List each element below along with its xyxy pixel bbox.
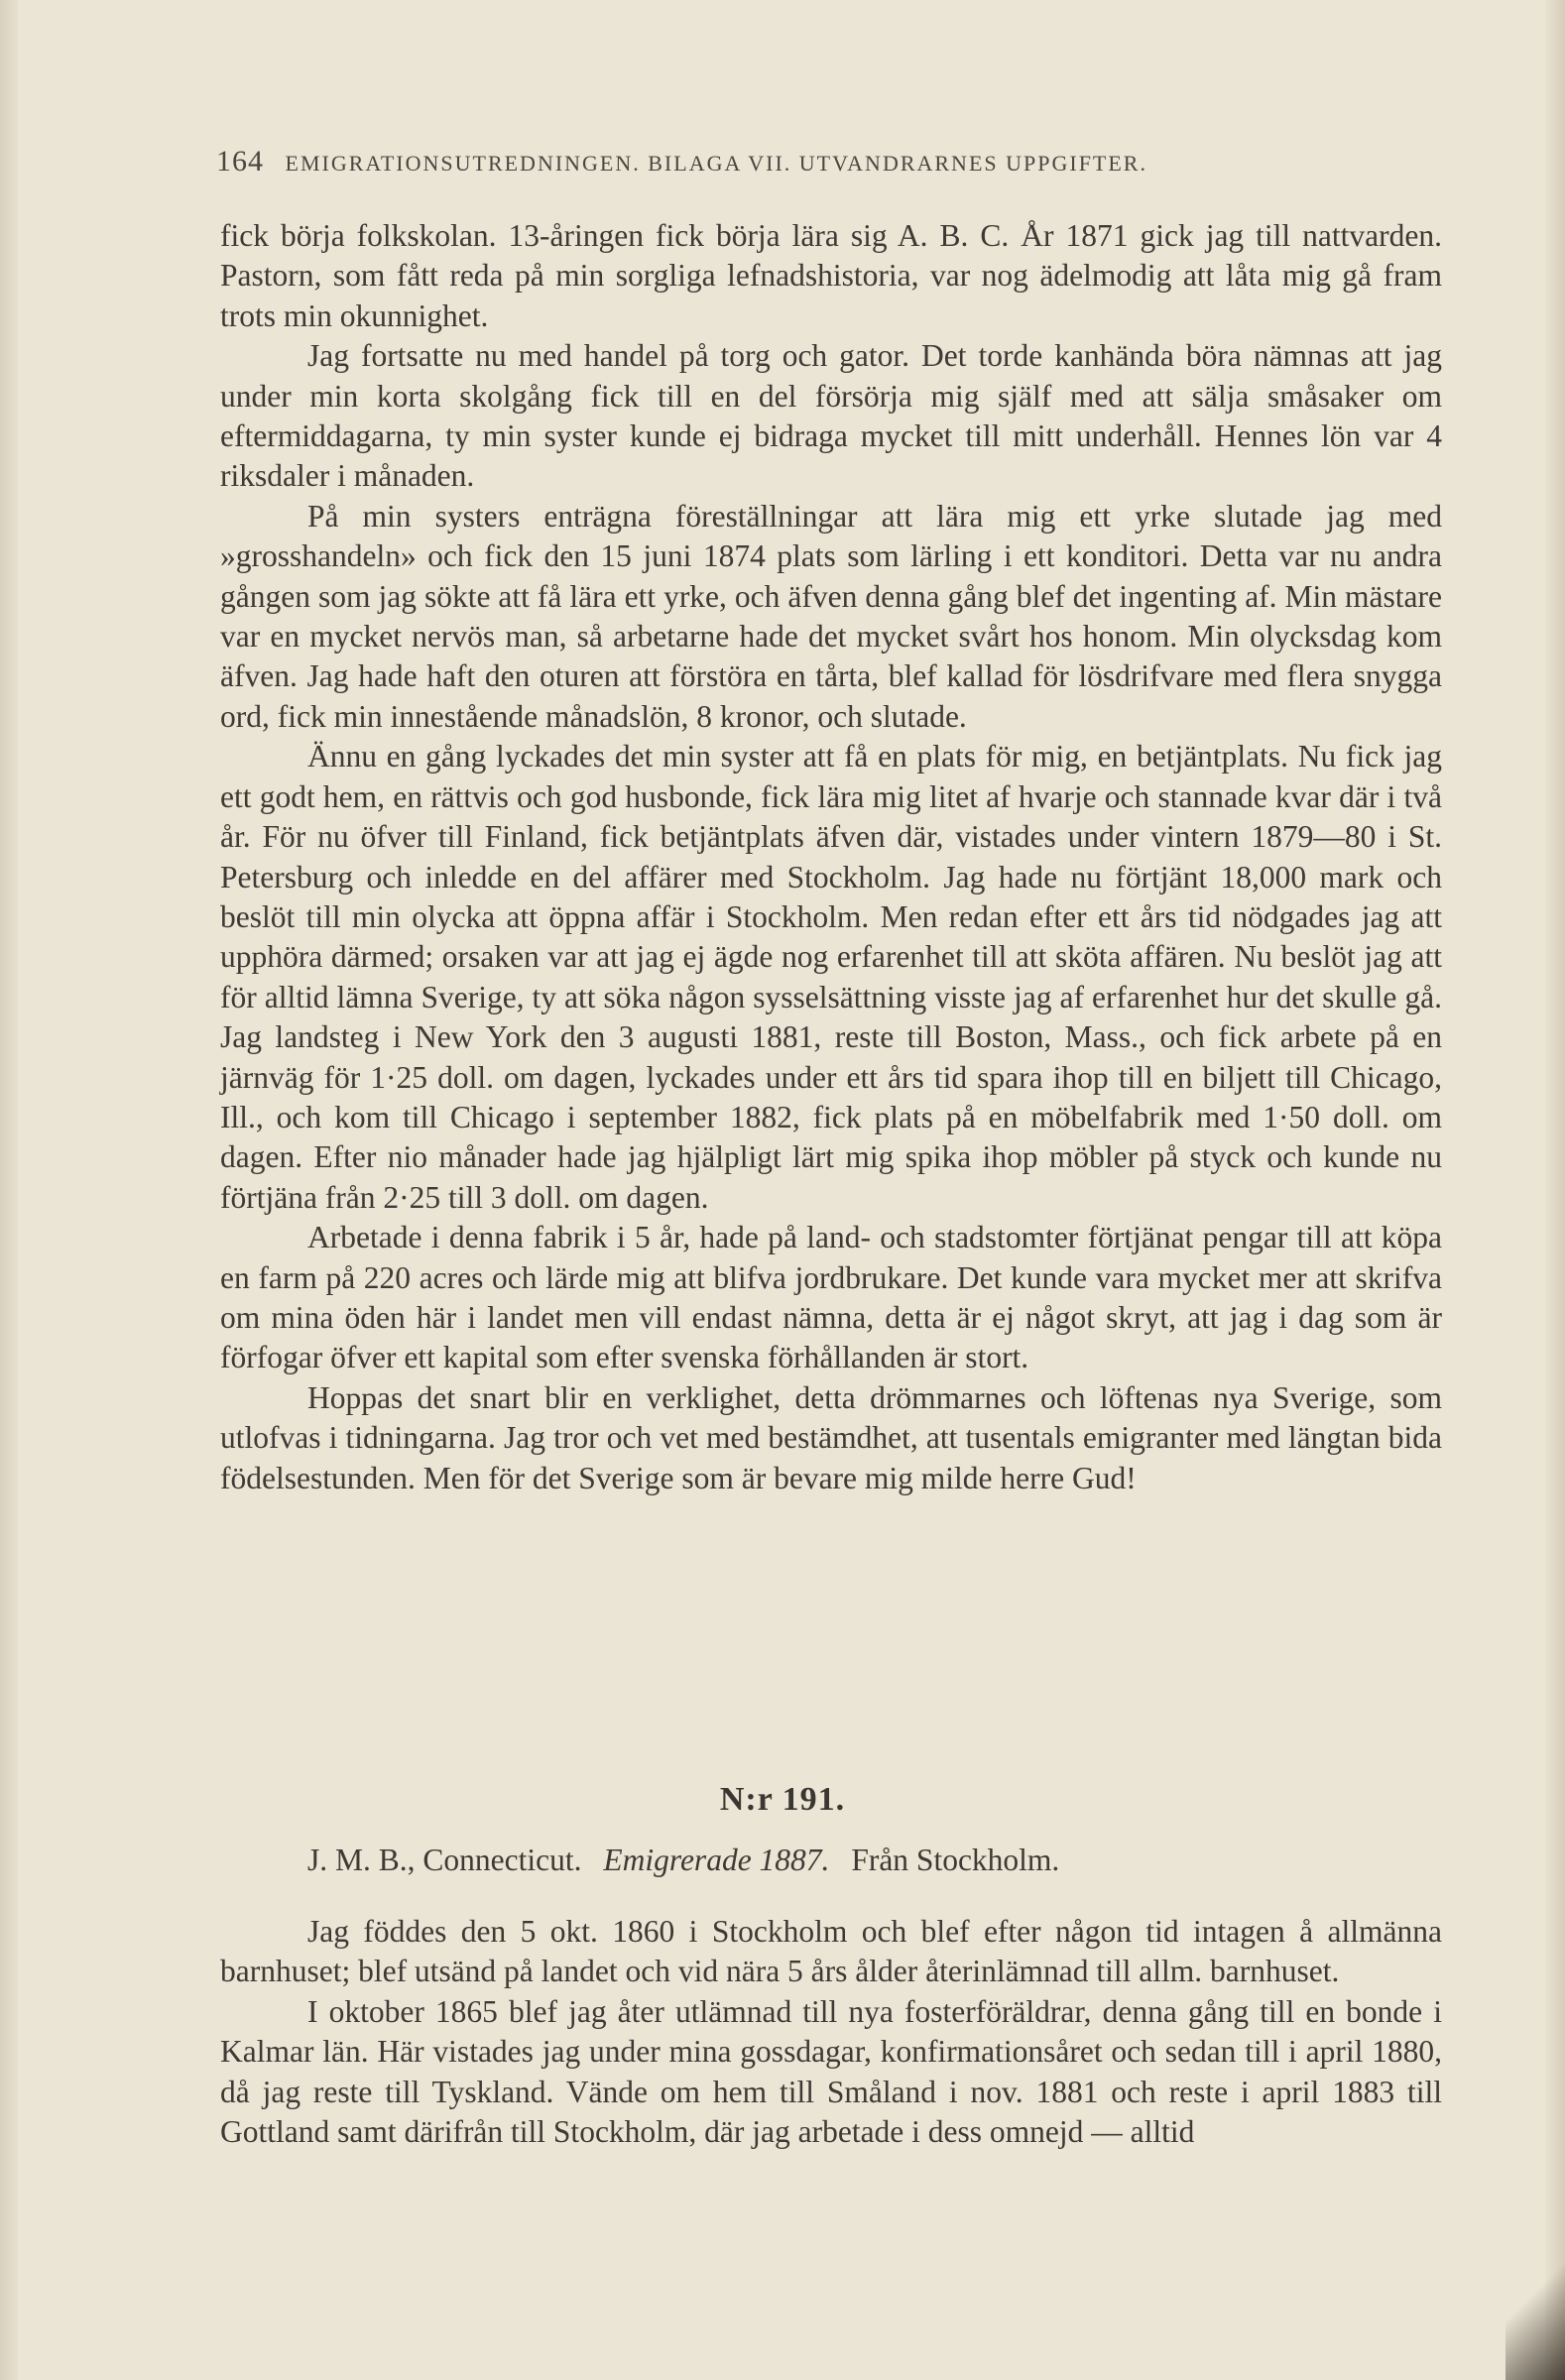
entry-meta-line bbox=[307, 1843, 1059, 1878]
running-title: EMIGRATIONSUTREDNINGEN. BILAGA VII. UTVANDRARNES UPPGIFTER. bbox=[285, 151, 1147, 176]
entry-number-heading: N:r 191. bbox=[719, 1781, 846, 1818]
paragraph: Jag föddes den 5 okt. 1860 i Stockholm och blef efter någon tid intagen å allmänna barnhuset; blef utsänd på landet och vid nära 5 års ålder återinlämnad till allm. barnhuset. bbox=[220, 1914, 1442, 1989]
page-corner-shadow bbox=[1505, 2241, 1565, 2380]
paragraph: fick börja folkskolan. 13-åringen fick börja lära sig A. B. C. År 1871 gick jag till nattvarden. Pastorn, som fått reda på min sorgliga lefnadshistoria, var nog ädelmodig att låta mig gå fram trots min okunnighet. bbox=[220, 218, 1442, 333]
page-left-edge bbox=[0, 0, 18, 2380]
page-right-edge bbox=[1545, 0, 1565, 2380]
paragraph: Jag fortsatte nu med handel på torg och gator. Det torde kanhända böra nämnas att jag under min korta skolgång fick till en del försörja mig själf med att sälja småsaker om eftermiddagarna, ty min syster kunde ej bidraga mycket till mitt underhåll. Hennes lön var 4 riksdaler i månaden. bbox=[220, 338, 1442, 494]
running-header bbox=[216, 145, 1446, 178]
entry-author: J. M. B., Connecticut. bbox=[307, 1843, 582, 1877]
page-number: 164 bbox=[216, 145, 264, 178]
paragraph: Hoppas det snart blir en verklighet, detta drömmarnes och löftenas nya Sverige, som utlofvas i tidningarna. Jag tror och vet med bestämdhet, att tusentals emigranter med längtan bida födelsestunden. Men för det Sverige som är bevare mig milde herre Gud! bbox=[220, 1379, 1442, 1495]
text-block-entry-191 bbox=[220, 1912, 1442, 2152]
paragraph: I oktober 1865 blef jag åter utlämnad till nya fosterföräldrar, denna gång till en bonde i Kalmar län. Här vistades jag under mina gossdagar, konfirmationsåret och sedan till i april 1880, då jag reste till Tyskland. Vände om hem till Småland i nov. 1881 och reste i april 1883 till Gottland samt därifrån till Stockholm, där jag arbetade i dess omnejd — alltid bbox=[220, 1993, 1442, 2150]
text-block-continuation bbox=[220, 216, 1442, 1498]
paragraph: Arbetade i denna fabrik i 5 år, hade på land- och stadstomter förtjänat pengar till att köpa en farm på 220 acres och lärde mig att blifva jordbrukare. Det kunde vara mycket mer att skrifva om mina öden här i landet men vill endast nämna, detta är ej något skryt, att jag i dag som är förfogar öfver ett kapital som efter svenska förhållanden är stort. bbox=[220, 1220, 1442, 1375]
paragraph: Ännu en gång lyckades det min syster att få en plats för mig, en betjäntplats. Nu fick jag ett godt hem, en rättvis och god husbonde, fick lära mig litet af hvarje och stannade kvar där i två år. För nu öfver till Finland, fick betjäntplats äfven där, vistades under vintern 1879—80 i St. Petersburg och inledde en del affärer med Stockholm. Jag hade nu förtjänt 18,000 mark och beslöt till min olycka att öppna affär i Stockholm. Men redan efter ett års tid nödgades jag att upphöra därmed; orsaken var att jag ej ägde nog erfarenhet till att sköta affären. Nu beslöt jag att för alltid lämna Sverige, ty att söka någon sysselsättning visste jag af erfarenhet hur det skulle gå. Jag landsteg i New York den 3 augusti 1881, reste till Boston, Mass., och fick arbete på en järnväg för 1·25 doll. om dagen, lyckades under ett års tid spara ihop till en biljett till Chicago, Ill., och kom till Chicago i september 1882, fick plats på en möbelfabrik med 1·50 doll. om dagen. Efter nio månader hade jag hjälpligt lärt mig spika ihop möbler på styck och kunde nu förtjäna från 2·25 till 3 doll. om dagen. bbox=[220, 739, 1442, 1215]
paragraph: På min systers enträgna föreställningar att lära mig ett yrke slutade jag med »grosshandeln» och fick den 15 juni 1874 plats som lärling i ett konditori. Detta var nu andra gången som jag sökte att få lära ett yrke, och äfven denna gång blef det ingenting af. Min mästare var en mycket nervös man, så arbetarne hade det mycket svårt hos honom. Min olycksdag kom äfven. Jag hade haft den oturen att förstöra en tårta, blef kallad för lösdrifvare med flera snygga ord, fick min innestående månadslön, 8 kronor, och slutade. bbox=[220, 498, 1442, 734]
entry-emigrated: Emigrerade 1887. bbox=[603, 1843, 830, 1877]
entry-origin: Från Stockholm. bbox=[851, 1843, 1060, 1877]
